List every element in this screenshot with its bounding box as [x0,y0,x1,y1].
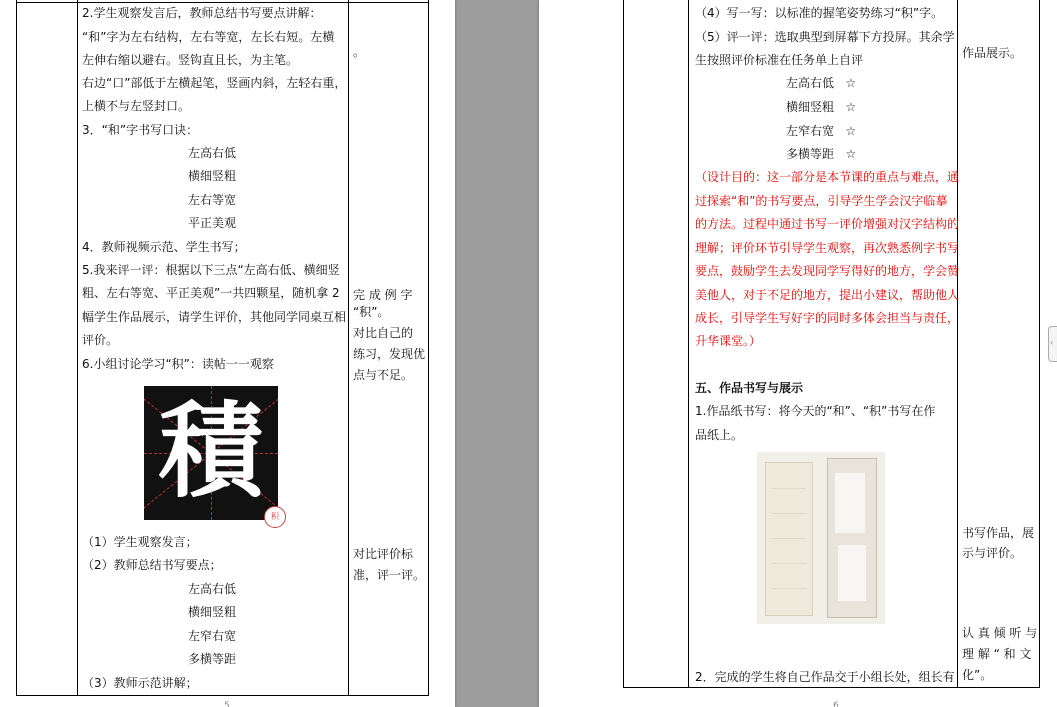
criteria-item [786,72,856,95]
lesson-text: （4）写一写：以标准的握笔姿势练习“积”字。 [695,6,944,20]
side-note: 示与评价。 [962,546,1023,560]
scroll-artwork-right [827,458,877,618]
design-purpose-text: 的方法。过程中通过书写一评价增强对汉字结构的 [695,217,960,231]
star-icon: ☆ [845,124,857,138]
chevron-left-icon: ‹ [1050,338,1054,347]
mnemonic-line: 横细竖粗 [188,605,237,619]
side-note: 点与不足。 [353,368,414,382]
lesson-text: 4．教师视频示范、学生书写； [82,240,246,254]
section-title: 五、作品书写与展示 [695,381,804,395]
lesson-text: （2）教师总结书写要点； [82,558,222,572]
lesson-text: 5.我来评一评：根据以下三点“左高右低、横细竖 [82,263,340,277]
side-note: 理 解 “ 和 文 [962,647,1032,661]
lesson-text: 6.小组讨论学习“积”：读帖一一观察 [82,357,274,371]
criteria-item [786,96,856,119]
criteria-label: 左高右低 [786,76,835,90]
side-note: 准，评一评。 [353,568,426,582]
lesson-text: （5）评一评：选取典型到屏幕下方投屏。其余学 [695,30,955,44]
design-purpose-text: 理解；评价环节引导学生观察，再次熟悉例字书写 [695,241,960,255]
lesson-text: 1.作品纸书写：将今天的“和”、“积”书写在作 [695,404,936,418]
design-purpose-text: 要点，鼓励学生去发现同学写得好的地方，学会赞 [695,264,960,278]
star-icon: ☆ [845,100,857,114]
criteria-label: 多横等距 [786,147,835,161]
page-number: 6 [833,701,839,707]
mnemonic-line: 左高右低 [188,582,237,596]
lesson-text: 品纸上。 [695,428,744,442]
lesson-text: 3．“和”字书写口诀： [82,123,199,137]
document-page-5 [0,0,455,707]
sidebar-collapse-tab[interactable] [1048,326,1057,362]
side-note: 对比自己的 [353,326,414,340]
table-border [428,0,429,696]
mnemonic-line: 左高右低 [188,146,237,160]
side-note: 完 成 例 字 [353,288,413,302]
page-number: 5 [224,701,230,707]
table-border [77,0,78,696]
calligraphy-image [144,386,278,520]
lesson-text: “和”字为左右结构，左右等宽，左长右短。左横 [82,30,335,44]
criteria-item [786,120,856,143]
design-purpose-text: 过探索“和”的书写要点，引导学生学会汉字临摹 [695,194,948,208]
mnemonic-line: 左窄右宽 [188,629,237,643]
mnemonic-line: 左右等宽 [188,193,237,207]
side-note: 对比评价标 [353,547,414,561]
mnemonic-line: 横细竖粗 [188,169,237,183]
side-note: 化”。 [962,668,993,682]
seal-stamp: 积 [264,506,286,528]
lesson-text: 幅学生作品展示，请学生评价，其他同学同桌互相 [82,310,347,324]
side-note: 作品展示。 [962,46,1023,60]
table-border [16,695,428,696]
side-note: 练习，发现优 [353,347,426,361]
lesson-text: 2．完成的学生将自己作品交于小组长处，组长有 [695,670,955,684]
table-border [688,0,689,688]
lesson-text: 粗、左右等宽、平正美观”一共四颗星，随机拿 2 [82,286,340,300]
mnemonic-line: 平正美观 [188,216,237,230]
criteria-label: 左窄右宽 [786,124,835,138]
mnemonic-line: 多横等距 [188,652,237,666]
design-purpose-text: 成长，引导学生写好字的同时多体会担当与责任， [695,311,960,325]
lesson-text: 左伸右缩以避右。竖钩直且长，为主笔。 [82,53,299,67]
lesson-text: 2.学生观察发言后，教师总结书写要点讲解： [82,6,322,20]
lesson-text: 上横不与左竖封口。 [82,99,191,113]
side-note: 。 [353,45,366,59]
table-border [957,0,958,688]
table-border [348,0,349,696]
table-border [16,0,17,696]
design-purpose-text: 升华课堂。） [695,334,762,348]
design-purpose-text: 美他人，对于不足的地方，提出小建议，帮助他人 [695,288,960,302]
scroll-artwork-left [765,462,813,616]
lesson-text: 评价。 [82,333,119,347]
lesson-text: （3）教师示范讲解； [82,676,198,690]
side-note: “积”。 [353,305,390,319]
artwork-photo [757,452,885,624]
table-border [1039,0,1040,688]
side-note: 认 真 倾 听 与 [962,626,1038,640]
lesson-text: （1）学生观察发言； [82,535,198,549]
star-icon: ☆ [845,147,857,161]
lesson-text: 右边“口”部低于左横起笔，竖画内斜，左轻右重， [82,76,347,90]
criteria-label: 横细竖粗 [786,100,835,114]
document-page-6 [539,0,1057,707]
lesson-text: 生按照评价标准在任务单上自评 [695,53,864,67]
star-icon: ☆ [845,76,857,90]
calligraphy-glyph: 積 [158,389,263,512]
table-border [623,0,624,688]
design-purpose-text: （设计目的：这一部分是本节课的重点与难点，通 [695,170,960,184]
side-note: 书写作品，展 [962,526,1035,540]
criteria-item [786,143,856,166]
